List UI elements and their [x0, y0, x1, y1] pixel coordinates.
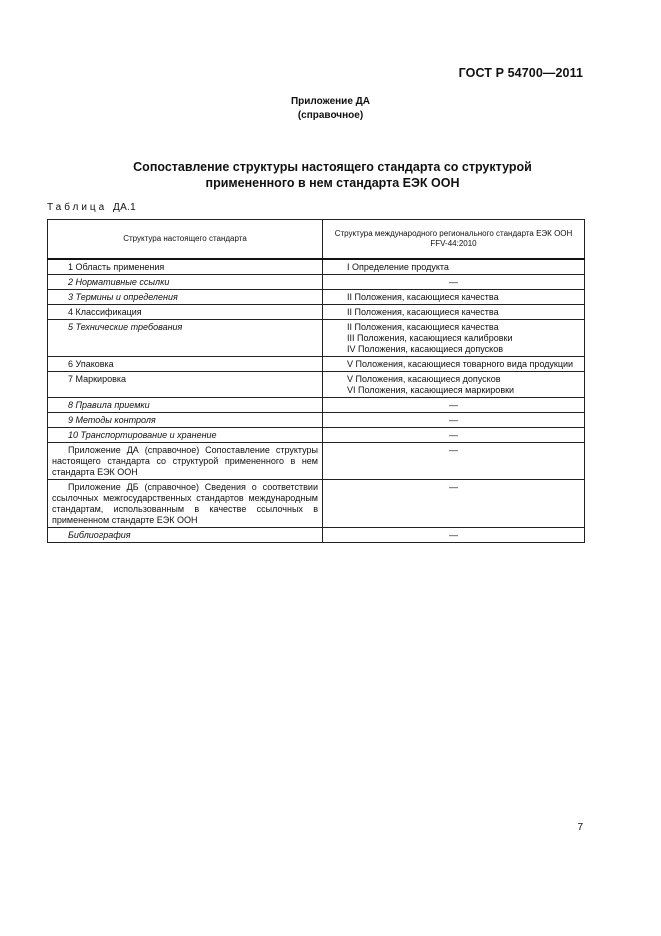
table-cell-unece: — [323, 528, 585, 543]
unece-item: II Положения, касающиеся качества [347, 291, 499, 302]
unece-item: V Положения, касающиеся допусков [347, 373, 501, 384]
appendix-heading [0, 95, 661, 123]
appendix-label: Приложение ДА [290, 96, 371, 107]
table-row [48, 372, 585, 398]
table-cell-unece [323, 305, 585, 320]
table-cell-structure: 2 Нормативные ссылки [48, 275, 323, 290]
table-cell-unece [323, 372, 585, 398]
unece-item: IV Положения, касающиеся допусков [347, 343, 503, 354]
table-cell-unece [323, 320, 585, 357]
title-line-1: Сопоставление структуры настоящего стандарта со структурой [133, 160, 532, 174]
unece-item: VI Положения, касающиеся маркировки [347, 384, 515, 395]
table-cell-unece: — [323, 398, 585, 413]
table-cell-unece: — [323, 480, 585, 528]
table-cell-structure: 8 Правила приемки [48, 398, 323, 413]
unece-item: II Положения, касающиеся качества [347, 321, 499, 332]
table-row [48, 480, 585, 528]
table-cell-unece: V Положения, касающиеся товарного вида продукции [323, 357, 585, 372]
table-cell-unece [323, 259, 585, 275]
unece-item: III Положения, касающиеся калибровки [347, 332, 513, 343]
table-cell-structure: 3 Термины и определения [48, 290, 323, 305]
standard-number: ГОСТ Р 54700—2011 [458, 66, 583, 80]
page-number: 7 [577, 822, 583, 833]
table-row [48, 413, 585, 428]
appendix-type: (справочное) [297, 110, 364, 121]
table-header-row [48, 220, 585, 260]
table-row [48, 275, 585, 290]
table-row [48, 320, 585, 357]
column-header-national: Структура настоящего стандарта [48, 220, 323, 260]
table-cell-unece: — [323, 443, 585, 480]
table-cell-structure: Приложение ДБ (справочное) Сведения о соответствии ссылочных межгосударственных стандартов международным стандартам, использованным в качестве ссылочных в примененном стандарте ЕЭК ООН [48, 480, 323, 528]
table-cell-structure: 1 Область применения [48, 259, 323, 275]
table-caption [47, 202, 136, 213]
table-cell-unece: — [323, 428, 585, 443]
table-row [48, 428, 585, 443]
table-caption-word: Таблица [47, 202, 108, 213]
structure-comparison-table [47, 219, 585, 543]
table-cell-structure: Приложение ДА (справочное) Сопоставление структуры настоящего стандарта со структурой примененного в нем стандарта ЕЭК ООН [48, 443, 323, 480]
table-cell-unece: — [323, 413, 585, 428]
page-title [0, 159, 661, 191]
table-cell-structure: Библиография [48, 528, 323, 543]
table-row [48, 259, 585, 275]
unece-item: II Положения, касающиеся качества [347, 306, 499, 317]
table-row [48, 528, 585, 543]
table-caption-number: ДА.1 [113, 202, 136, 213]
table-cell-structure: 4 Классификация [48, 305, 323, 320]
table-cell-structure: 10 Транспортирование и хранение [48, 428, 323, 443]
table-row [48, 443, 585, 480]
table-row [48, 305, 585, 320]
table-cell-structure: 7 Маркировка [48, 372, 323, 398]
table-cell-structure: 5 Технические требования [48, 320, 323, 357]
table-cell-structure: 6 Упаковка [48, 357, 323, 372]
table-row [48, 290, 585, 305]
table-cell-structure: 9 Методы контроля [48, 413, 323, 428]
table-row [48, 357, 585, 372]
title-line-2: примененного в нем стандарта ЕЭК ООН [205, 176, 460, 190]
table-cell-unece: — [323, 275, 585, 290]
unece-item: I Определение продукта [347, 261, 449, 272]
table-cell-unece [323, 290, 585, 305]
table-row [48, 398, 585, 413]
column-header-unece: Структура международного регионального стандарта ЕЭК ООН FFV-44:2010 [323, 220, 585, 260]
